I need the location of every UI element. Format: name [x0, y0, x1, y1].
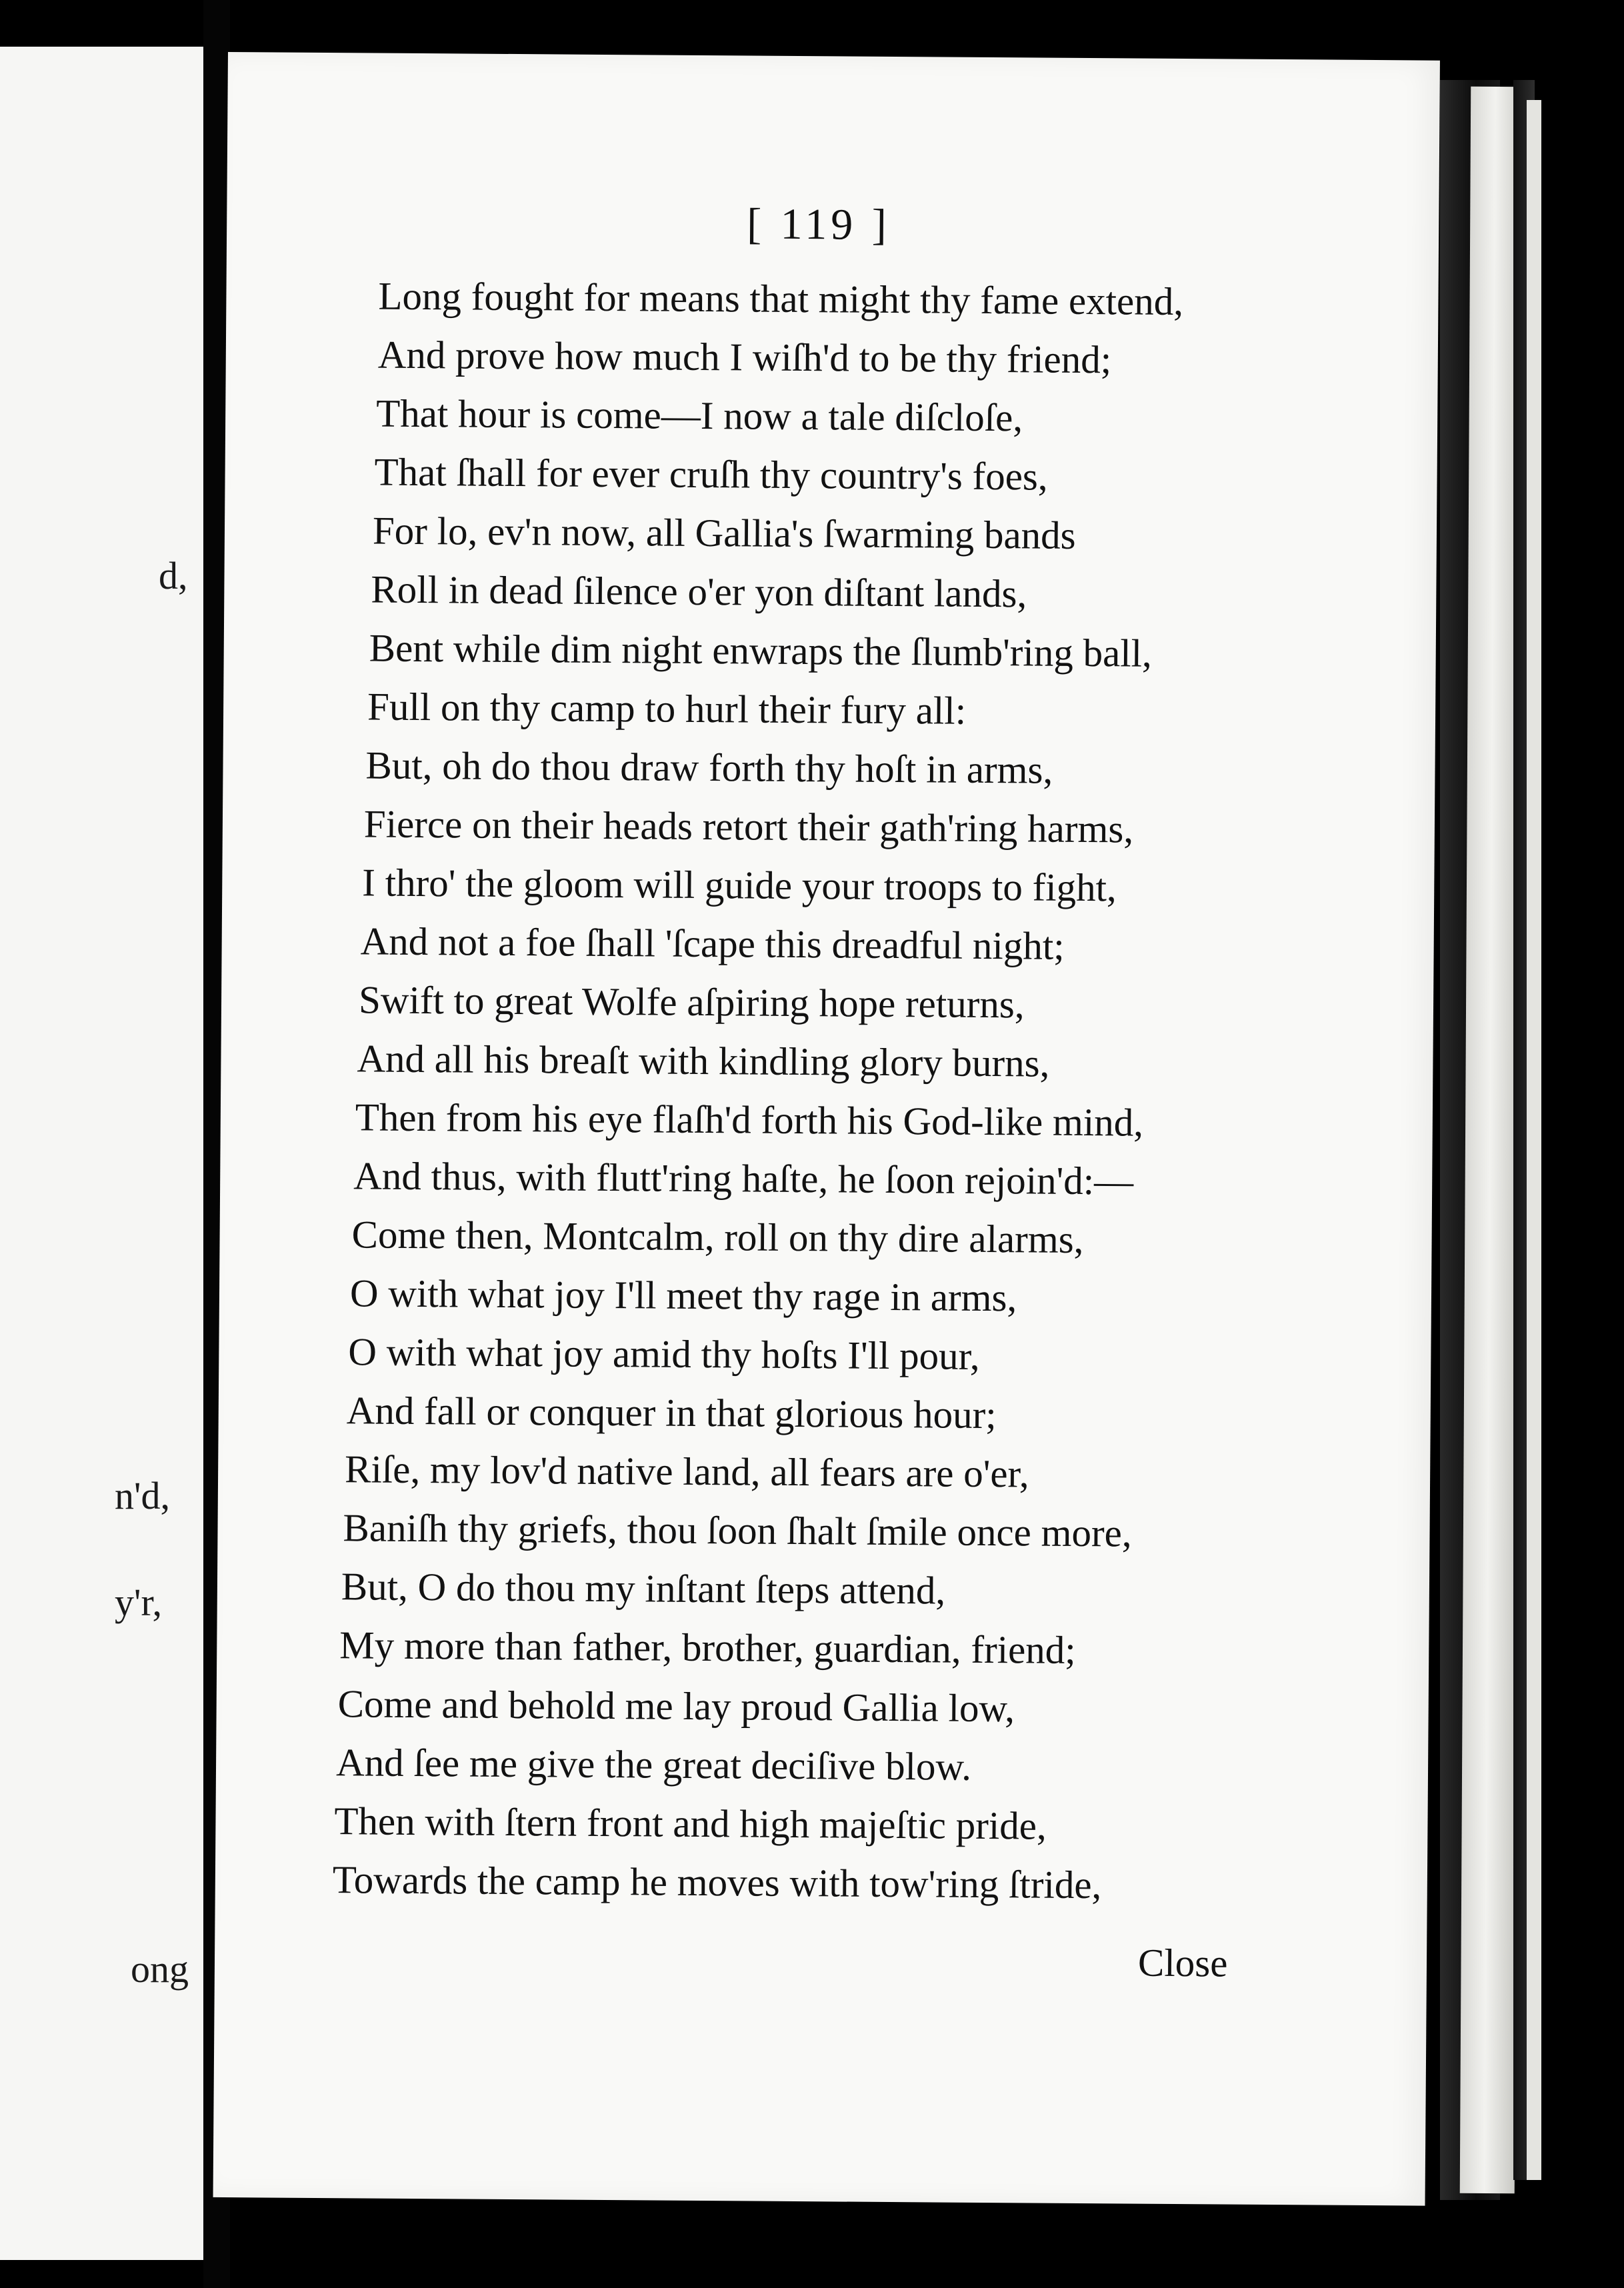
poem-line: O with what joy I'll meet thy rage in arms, [349, 1271, 1017, 1320]
poem-line: O with what joy amid thy hoſts I'll pour, [348, 1329, 980, 1378]
poem-line: And not a foe ſhall 'ſcape this dreadful night; [360, 919, 1065, 968]
poem-line: Then with ſtern front and high majeſtic pride, [334, 1799, 1047, 1848]
book-outer-edge [1527, 100, 1541, 2180]
poem-line: I thro' the gloom will guide your troops to fight, [362, 860, 1117, 910]
poem-line: Bent while dim night enwraps the ſlumb'ring ball, [369, 625, 1153, 675]
poem-line: Riſe, my lov'd native land, all fears are o'er, [344, 1447, 1029, 1496]
poem-line: And prove how much I wiſh'd to be thy friend; [377, 332, 1112, 382]
poem-line: Roll in dead ſilence o'er yon diſtant lands, [371, 567, 1027, 616]
previous-page-edge [0, 47, 206, 2260]
left-page-fragment: ong [131, 1947, 189, 1991]
poem-line: Fierce on their heads retort their gath'ring harms, [363, 801, 1134, 851]
poem-line: For lo, ev'n now, all Gallia's ſwarming bands [372, 508, 1076, 557]
poem-line: That ſhall for ever cruſh thy country's foes, [374, 449, 1048, 499]
poem-line: But, O do thou my inſtant ſteps attend, [341, 1564, 946, 1613]
poem-line: That hour is come—I now a tale diſcloſe, [375, 391, 1023, 440]
book-page [213, 52, 1440, 2206]
left-page-fragment: d, [159, 554, 188, 597]
poem-line: Come then, Montcalm, roll on thy dire alarms, [351, 1212, 1084, 1262]
page-number: [ 119 ] [746, 199, 891, 249]
left-page-fragment: n'd, [115, 1474, 170, 1517]
poem-line: Baniſh thy griefs, thou ſoon ſhalt ſmile once more, [343, 1505, 1132, 1555]
left-page-fragment: y'r, [115, 1581, 162, 1624]
poem-line: And ſee me give the great deciſive blow. [335, 1740, 972, 1789]
catchword: Close [1137, 1940, 1228, 1985]
poem-line: Towards the camp he moves with tow'ring ſtride, [332, 1857, 1102, 1907]
poem-line: Full on thy camp to hurl their fury all: [367, 684, 967, 733]
poem-line: And thus, with flutt'ring haſte, he ſoon rejoin'd:— [353, 1153, 1134, 1203]
poem-line: And fall or conquer in that glorious hour; [346, 1388, 997, 1437]
poem-line: And all his breaſt with kindling glory burns, [357, 1036, 1050, 1085]
poem-line: My more than father, brother, guardian, friend; [339, 1623, 1076, 1672]
poem-line: Come and behold me lay proud Gallia low, [337, 1681, 1015, 1731]
poem-line: Then from his eye flaſh'd forth his God-like mind, [355, 1095, 1144, 1145]
poem-line: Swift to great Wolfe aſpiring hope returns, [358, 977, 1025, 1027]
poem-line: But, oh do thou draw forth thy hoſt in arms, [365, 743, 1053, 792]
poem-text [213, 52, 1440, 2206]
poem-line: Long fought for means that might thy fame extend, [378, 273, 1184, 324]
